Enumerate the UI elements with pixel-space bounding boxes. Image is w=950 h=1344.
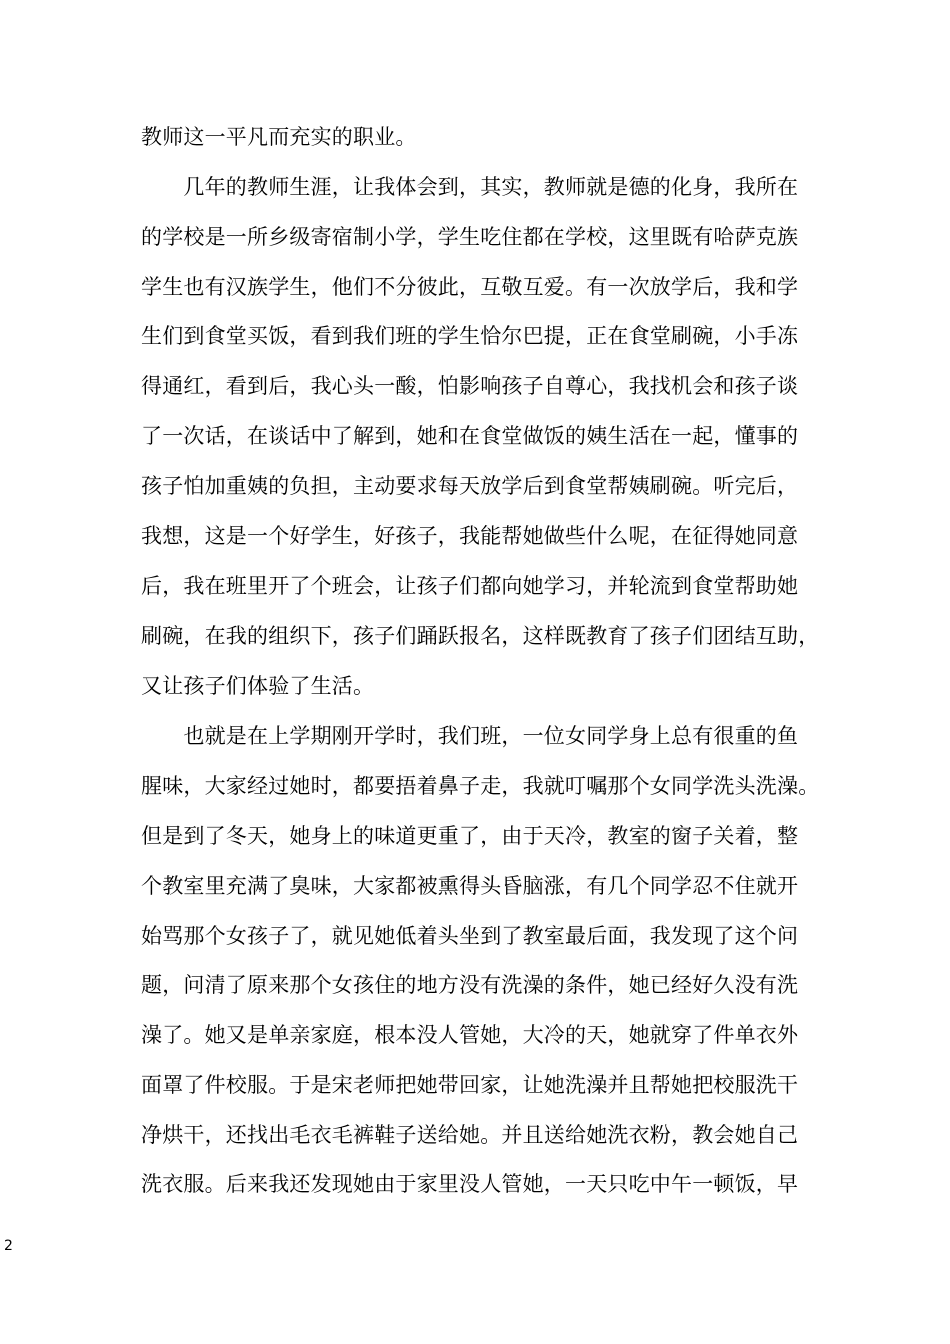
text-line: 刷碗，在我的组织下，孩子们踊跃报名，这样既教育了孩子们团结互助，	[141, 624, 820, 648]
text-line: 腥味，大家经过她时，都要捂着鼻子走，我就叮嘱那个女同学洗头洗澡。	[141, 774, 820, 798]
text-line: 澡了。她又是单亲家庭，根本没人管她，大冷的天，她就穿了件单衣外	[141, 1023, 799, 1047]
page-number: 2	[4, 1238, 13, 1254]
text-line: 的学校是一所乡级寄宿制小学，学生吃住都在学校，这里既有哈萨克族	[141, 225, 799, 249]
text-line: 面罩了件校服。于是宋老师把她带回家，让她洗澡并且帮她把校服洗干	[141, 1073, 799, 1097]
text-line: 个教室里充满了臭味，大家都被熏得头昏脑涨，有几个同学忍不住就开	[141, 874, 799, 898]
text-line: 也就是在上学期刚开学时，我们班，一位女同学身上总有很重的鱼	[141, 724, 799, 748]
text-line: 又让孩子们体验了生活。	[141, 674, 375, 698]
text-line: 净烘干，还找出毛衣毛裤鞋子送给她。并且送给她洗衣粉，教会她自己	[141, 1123, 799, 1147]
text-line: 洗衣服。后来我还发现她由于家里没人管她，一天只吃中午一顿饭，早	[141, 1172, 799, 1196]
text-line: 几年的教师生涯，让我体会到，其实，教师就是德的化身，我所在	[141, 175, 799, 199]
text-line: 得通红，看到后，我心头一酸，怕影响孩子自尊心，我找机会和孩子谈	[141, 374, 799, 398]
text-line: 了一次话，在谈话中了解到，她和在食堂做饭的姨生活在一起，懂事的	[141, 424, 799, 448]
text-line: 孩子怕加重姨的负担，主动要求每天放学后到食堂帮姨刷碗。听完后，	[141, 474, 799, 498]
text-line: 始骂那个女孩子了，就见她低着头坐到了教室最后面，我发现了这个问	[141, 924, 799, 948]
text-line: 学生也有汉族学生，他们不分彼此，互敬互爱。有一次放学后，我和学	[141, 275, 799, 299]
text-line: 但是到了冬天，她身上的味道更重了，由于天冷，教室的窗子关着，整	[141, 824, 799, 848]
text-line: 生们到食堂买饭，看到我们班的学生恰尔巴提，正在食堂刷碗，小手冻	[141, 324, 799, 348]
text-line: 题，问清了原来那个女孩住的地方没有洗澡的条件，她已经好久没有洗	[141, 973, 799, 997]
text-line: 后，我在班里开了个班会，让孩子们都向她学习，并轮流到食堂帮助她	[141, 574, 799, 598]
text-line: 教师这一平凡而充实的职业。	[141, 125, 417, 149]
text-line: 我想，这是一个好学生，好孩子，我能帮她做些什么呢，在征得她同意	[141, 524, 799, 548]
